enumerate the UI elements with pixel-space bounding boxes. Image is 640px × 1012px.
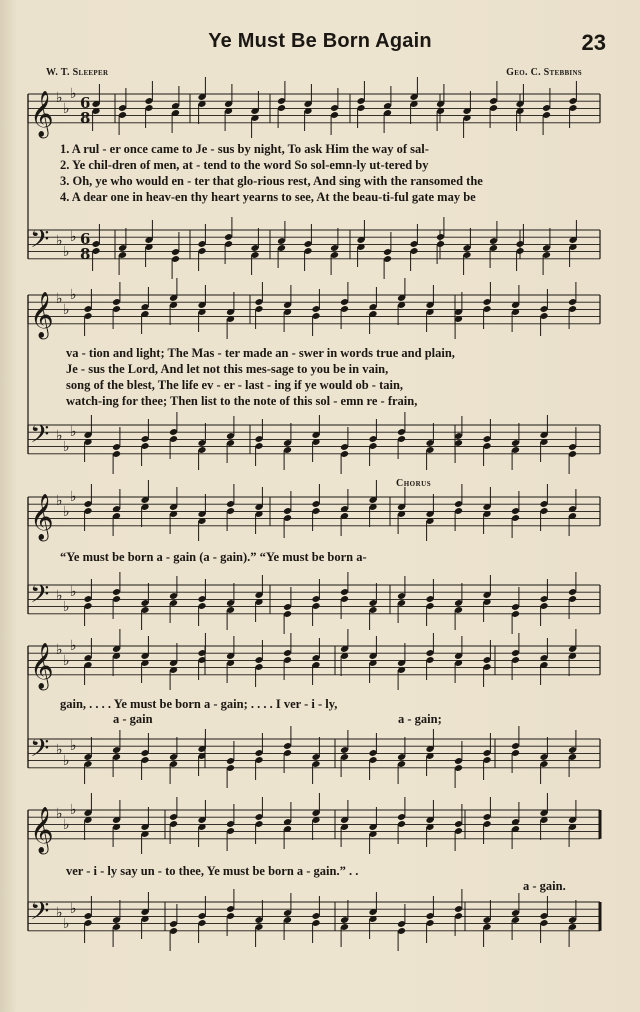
flat-icon: ♭ [63, 302, 70, 318]
flat-icon: ♭ [70, 424, 77, 440]
flat-icon: ♭ [63, 753, 70, 769]
flat-icon: ♭ [63, 916, 70, 932]
lyric-line-chorus: “Ye must be born a - gain (a - gain).” “Ye must be born a- [60, 550, 367, 564]
flat-icon: ♭ [70, 584, 77, 600]
time-signature: 6 [80, 94, 91, 112]
lyric-line-chorus: ver - i - ly say un - to thee, Ye must be born a - gain.” . . [66, 864, 359, 878]
bass-clef-icon: 𝄢 [30, 580, 50, 615]
bass-clef-icon: 𝄢 [30, 734, 50, 769]
flat-icon: ♭ [70, 489, 77, 505]
flat-icon: ♭ [56, 905, 63, 921]
flat-icon: ♭ [63, 817, 70, 833]
note-heads [83, 77, 577, 951]
bass-clef-icon: 𝄢 [30, 420, 50, 455]
chorus-label: Chorus [396, 478, 432, 489]
flat-icon: ♭ [70, 901, 77, 917]
hymn-title: Ye Must Be Born Again [208, 30, 432, 52]
flat-icon: ♭ [56, 742, 63, 758]
lyric-echo: a - gain. [523, 879, 566, 893]
flat-icon: ♭ [56, 493, 63, 509]
lyric-line-verse4: watch-ing for thee; Then list to the note of this sol - emn re - frain, [66, 394, 418, 408]
lyric-line-verse1: va - tion and light; The Mas - ter made an - swer in words true and plain, [66, 346, 455, 360]
flat-icon: ♭ [56, 291, 63, 307]
flat-icon: ♭ [56, 806, 63, 822]
lyric-line-verse2: 2. Ye chil-dren of men, at - tend to the word So sol-emn-ly ut-tered by [60, 158, 429, 172]
flat-icon: ♭ [63, 439, 70, 455]
flat-icon: ♭ [63, 244, 70, 260]
treble-clef-icon: 𝄞 [30, 643, 54, 689]
flat-icon: ♭ [56, 233, 63, 249]
flat-icon: ♭ [56, 428, 63, 444]
lyric-line-verse1: 1. A rul - er once came to Je - sus by night, To ask Him the way of sal- [60, 142, 429, 156]
flat-icon: ♭ [70, 287, 77, 303]
lyric-line-verse2: Je - sus the Lord, And let not this mes-sage to you be in vain, [66, 362, 389, 376]
flat-icon: ♭ [63, 653, 70, 669]
bass-clef-icon: 𝄢 [30, 225, 50, 260]
lyric-line-verse3: song of the blest, The life ev - er - last - ing if ye would ob - tain, [66, 378, 404, 392]
flat-icon: ♭ [70, 86, 77, 102]
treble-clef-icon: 𝄞 [30, 292, 54, 338]
flat-icon: ♭ [63, 101, 70, 117]
time-signature: 6 [80, 230, 91, 248]
lyric-echo: a - gain a - gain; [113, 712, 442, 726]
flat-icon: ♭ [56, 642, 63, 658]
treble-clef-icon: 𝄞 [30, 807, 54, 853]
flat-icon: ♭ [70, 738, 77, 754]
author-credit: Geo. C. Stebbins [506, 67, 582, 78]
flat-icon: ♭ [63, 599, 70, 615]
lyric-line-verse3: 3. Oh, ye who would en - ter that glo-rious rest, And sing with the ransomed the [60, 174, 483, 188]
lyric-line-chorus: gain, . . . . Ye must be born a - gain; . . . . I ver - i - ly, [60, 697, 338, 711]
flat-icon: ♭ [70, 802, 77, 818]
treble-clef-icon: 𝄞 [30, 91, 54, 137]
bass-clef-icon: 𝄢 [30, 897, 50, 932]
flat-icon: ♭ [70, 229, 77, 245]
flat-icon: ♭ [63, 504, 70, 520]
page-number: 23 [581, 30, 606, 55]
lyric-line-verse4: 4. A dear one in heav-en thy heart yearns to see, At the beau-ti-ful gate may be [60, 190, 476, 204]
treble-clef-icon: 𝄞 [30, 494, 54, 540]
flat-icon: ♭ [56, 588, 63, 604]
flat-icon: ♭ [70, 638, 77, 654]
time-signature: 8 [80, 109, 91, 127]
flat-icon: ♭ [56, 90, 63, 106]
composer-credit: W. T. Sleeper [46, 67, 109, 78]
time-signature: 8 [80, 245, 91, 263]
